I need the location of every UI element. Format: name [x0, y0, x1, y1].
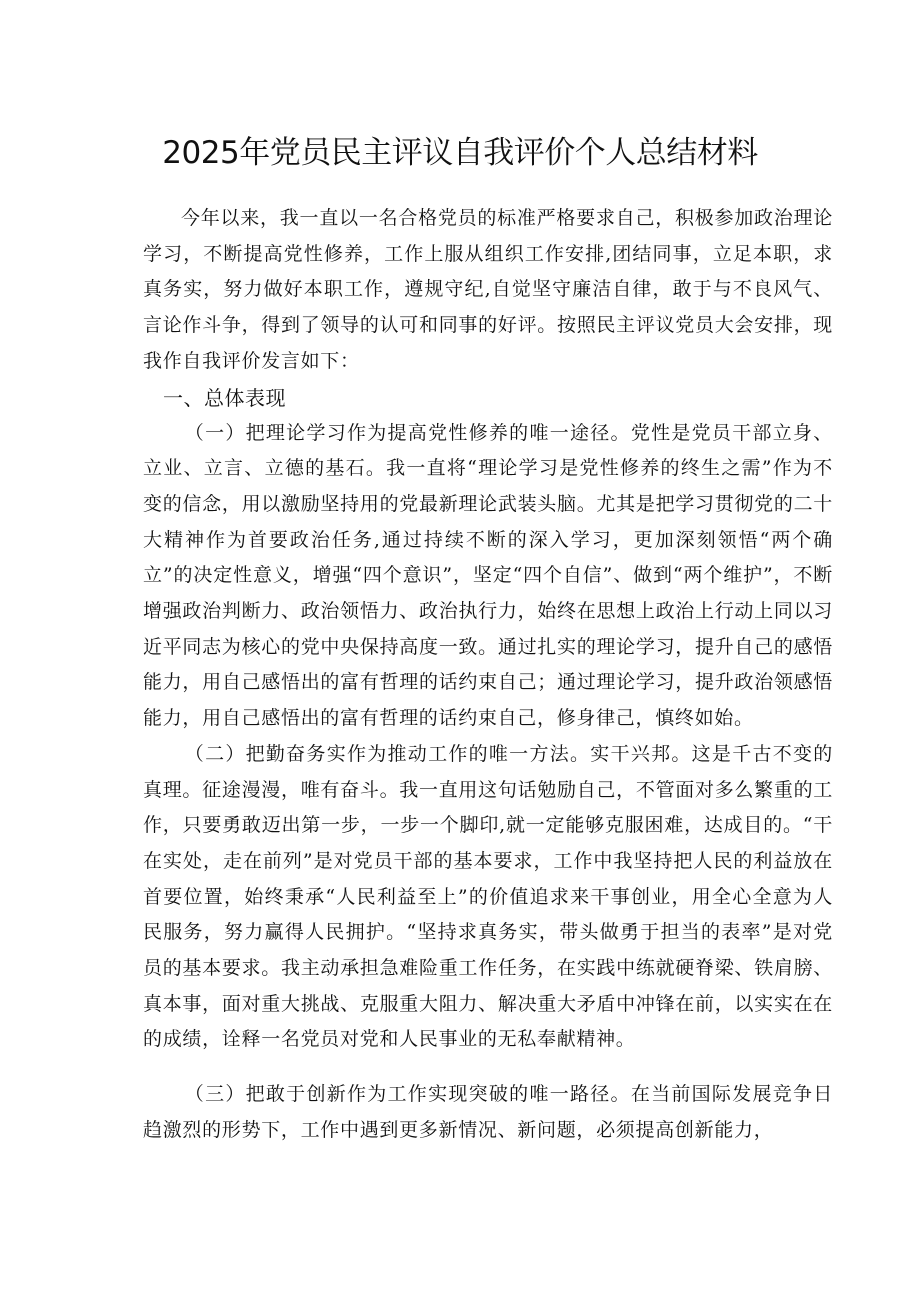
paragraph-theory-study: （一）把理论学习作为提高党性修养的唯一途径。党性是党员干部立身、立业、立言、立德的基石。我一直将“理论学习是党性修养的终生之需”作为不变的信念，用以激励坚持用的党最新理论武装头脑。尤其是把学习贯彻党的二十大精神作为首要政治任务,通过持续不断的深入学习，更加深刻领悟“两个确立”的决定性意义，增强“四个意识”，坚定“四个自信”、做到“两个维护”，不断增强政治判断力、政治领悟力、政治执行力，始终在思想上政治上行动上同以习近平同志为核心的党中央保持高度一致。通过扎实的理论学习，提升自己的感悟能力，用自己感悟出的富有哲理的话约束自己；通过理论学习，提升政治领感悟能力，用自己感悟出的富有哲理的话约束自己，修身律己，慎终如始。: [143, 421, 833, 730]
document-title: 2025年党员民主评议自我评价个人总结材料: [162, 135, 758, 171]
paragraph-diligent-work: （二）把勤奋务实作为推动工作的唯一方法。实干兴邦。这是千古不变的真理。征途漫漫，唯有奋斗。我一直用这句话勉励自己，不管面对多么繁重的工作，只要勇敢迈出第一步，一步一个脚印,就一定能够克服困难，达成目的。“干在实处，走在前列”是对党员干部的基本要求，工作中我坚持把人民的利益放在首要位置，始终秉承“人民利益至上”的价值追求来干事创业，用全心全意为人民服务，努力赢得人民拥护。“坚持求真务实，带头做勇于担当的表率”是对党员的基本要求。我主动承担急难险重工作任务，在实践中练就硬脊梁、铁肩膀、真本事，面对重大挑战、克服重大阻力、解决重大矛盾中冲锋在前，以实实在在的成绩，诠释一名党员对党和人民事业的无私奉献精神。: [143, 742, 833, 1051]
section-heading-overall: 一、总体表现: [163, 385, 286, 410]
document-body: [143, 201, 833, 1149]
paragraph-innovation: （三）把敢于创新作为工作实现突破的唯一路径。在当前国际发展竞争日趋激烈的形势下，工作中遇到更多新情况、新问题，必须提高创新能力，: [143, 1083, 833, 1141]
intro-paragraph: 今年以来，我一直以一名合格党员的标准严格要求自己，积极参加政治理论学习，不断提高党性修养，工作上服从组织工作安排,团结同事，立足本职，求真务实，努力做好本职工作，遵规守纪,自觉坚守廉洁自律，敢于与不良风气、言论作斗争，得到了领导的认可和同事的好评。按照民主评议党员大会安排，现我作自我评价发言如下：: [143, 207, 833, 372]
